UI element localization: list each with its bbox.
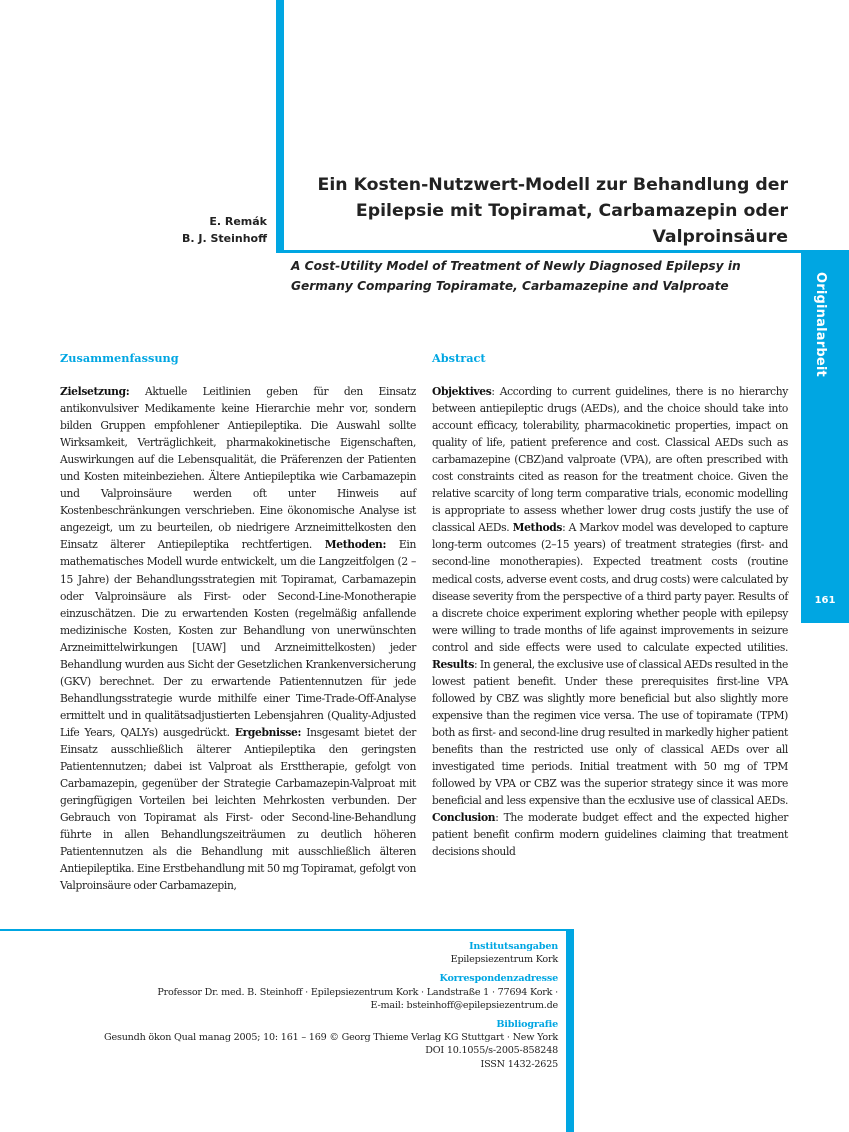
accent-rule-title <box>276 250 849 253</box>
institution-label: Institutsangaben <box>469 941 558 952</box>
issn: ISSN 1432-2625 <box>480 1058 558 1070</box>
author-1: E. Remák <box>209 215 267 228</box>
author-2: B. J. Steinhoff <box>181 232 267 245</box>
english-abstract-heading: Abstract <box>432 351 486 365</box>
correspondence-label: Korrespondenzadresse <box>439 973 558 985</box>
article-type-label: Originalarbeit <box>813 272 828 377</box>
english-abstract-text: Objektives: According to current guidelines, there is no hierarchy between antiepileptic drugs (AEDs), and the choice should take into account efficacy, tolerability, pharmacokinetic properties, impact on quality of life, patient preference and cost. Classical AEDs such as carbamazepine (CBZ)and valproate (VPA), are often prescribed with cost constraints cited as reason for the treatment choice. Given the relative scarcity of long term comparative trials, economic modelling is appropriate to assess whether lower drug costs justify the use of classical AEDs. Methods: A Markov model was developed to capture long-term outcomes (2–15 years) of treatment strategies (first- and second-line monotherapies). Expected treatment costs (routine medical costs, adverse event costs, and drug costs) were calculated by disease severity from the perspective of a third party payer. Results of a discrete choice experiment exploring whether people with epilepsy were willing to trade months of life against improvements in seizure control and side effects were used to calculate expected utilities. Results: In general, the exclusive use of classical AEDs resulted in the lowest patient benefit. Under these prerequisites first-line VPA followed by CBZ was slightly more beneficial but also slightly more expensive than the regimen vice versa. The use of topiramate (TPM) both as first- and second-line drug resulted in markedly higher patient benefits than the restricted use only of classical AEDs over all investigated time periods. Initial treatment with 50 mg of TPM followed by VPA or CBZ was the superior strategy since it was more beneficial and less expensive than the ecxlusive use of classical AEDs. Conclusion: The moderate budget effect and the expected higher patient benefit confirm modern guidelines claiming that treatment decisions should <box>432 385 788 859</box>
label-conclusion: Conclusion <box>432 811 496 825</box>
article-info <box>104 940 558 1071</box>
german-abstract-heading: Zusammenfassung <box>60 351 179 365</box>
german-abstract-text: Zielsetzung: Aktuelle Leitlinien geben für den Einsatz antikonvulsiver Medikamente keine Hierarchie mehr vor, sondern bilden Gruppen empfohlener Antiepileptika. Die Auswahl sollte Wirksamkeit, Verträglichkeit, pharmakokinetische Eigenschaften, Auswirkungen auf die Lebensqualität, die Präferenzen der Patienten und Kosten miteinbeziehen. Ältere Antiepileptika wie Carbamazepin und Valproinsäure werden oft unter Hinweis auf Kostenbeschränkungen verschrieben. Eine ökonomische Analyse ist angezeigt, um zu beurteilen, ob niedrigere Arzneimittelkosten den Einsatz älterer Antiepileptika rechtfertigen. Methoden: Ein mathematisches Modell wurde entwickelt, um die Langzeitfolgen (2 – 15 Jahre) der Behandlungsstrategien mit Topiramat, Carbamazepin oder Valproinsäure als First- oder Second-Line-Monotherapie einzuschätzen. Die zu erwartenden Kosten (regelmäßig anfallende medizinische Kosten, Kosten zur Behandlung von unerwünschten Arzneimittelwirkungen [UAW] und Arzneimittelkosten) jeder Behandlung wurden aus Sicht der Gesetzlichen Krankenversicherung (GKV) berechnet. Der zu erwartende Patientennutzen für jede Behandlungsstrategie wurde mithilfe einer Time-Trade-Off-Analyse ermittelt und in qualitätsadjustierten Lebensjahren (Quality-Adjusted Life Years, QALYs) ausgedrückt. Ergebnisse: Insgesamt bietet der Einsatz ausschließlich älterer Antiepileptika den geringsten Patientennutzen; dabei ist Valproat als Ersttherapie, gefolgt von Carbamazepin, gegenüber der Strategie Carbamazepin-Valproat mit geringfügigen Vorteilen bei leichten Mehrkosten verbunden. Der Gebrauch von Topiramat als First- oder Second-line-Behandlung führte in allen Behandlungszeiträumen zu deutlich höheren Patientennutzen als die Behandlung mit ausschließlich älteren Antiepileptika. Eine Erstbehandlung mit 50 mg Topiramat, gefolgt von Valproinsäure oder Carbamazepin, <box>60 385 416 893</box>
label-objectives: Objektives <box>432 385 492 398</box>
accent-bar-vertical-top <box>276 0 284 251</box>
correspondence-email: E-mail: bsteinhoff@epilepsiezentrum.de <box>370 999 558 1011</box>
accent-rule-footer <box>0 929 574 931</box>
page-number: 161 <box>814 595 836 606</box>
english-abstract <box>432 383 788 860</box>
accent-bar-vertical-bottom <box>566 930 574 1132</box>
authors <box>182 213 267 247</box>
article-title: Ein Kosten-Nutzwert-Modell zur Behandlung der Epilepsie mit Topiramat, Carbamazepin oder Valproinsäure <box>317 175 788 247</box>
correspondence-address: Professor Dr. med. B. Steinhoff · Epilepsiezentrum Kork · Landstraße 1 · 77694 Kork · <box>157 986 558 998</box>
german-abstract <box>60 383 416 894</box>
bibliography-label: Bibliografie <box>496 1019 558 1031</box>
article-subtitle: A Cost-Utility Model of Treatment of Newly Diagnosed Epilepsy in Germany Comparing Topiramate, Carbamazepine and Valproate <box>291 259 741 293</box>
label-results: Results <box>432 657 475 671</box>
label-methoden: Methoden: <box>324 538 387 552</box>
label-zielsetzung: Zielsetzung: <box>60 385 130 398</box>
doi: DOI 10.1055/s-2005-858248 <box>425 1045 558 1057</box>
institution: Epilepsiezentrum Kork <box>450 954 558 966</box>
citation: Gesundh ökon Qual manag 2005; 10: 161 – 169 © Georg Thieme Verlag KG Stuttgart · New York <box>104 1032 558 1044</box>
label-methods: Methods <box>512 521 563 535</box>
article-type-tab <box>801 252 849 623</box>
label-ergebnisse: Ergebnisse: <box>234 725 302 739</box>
